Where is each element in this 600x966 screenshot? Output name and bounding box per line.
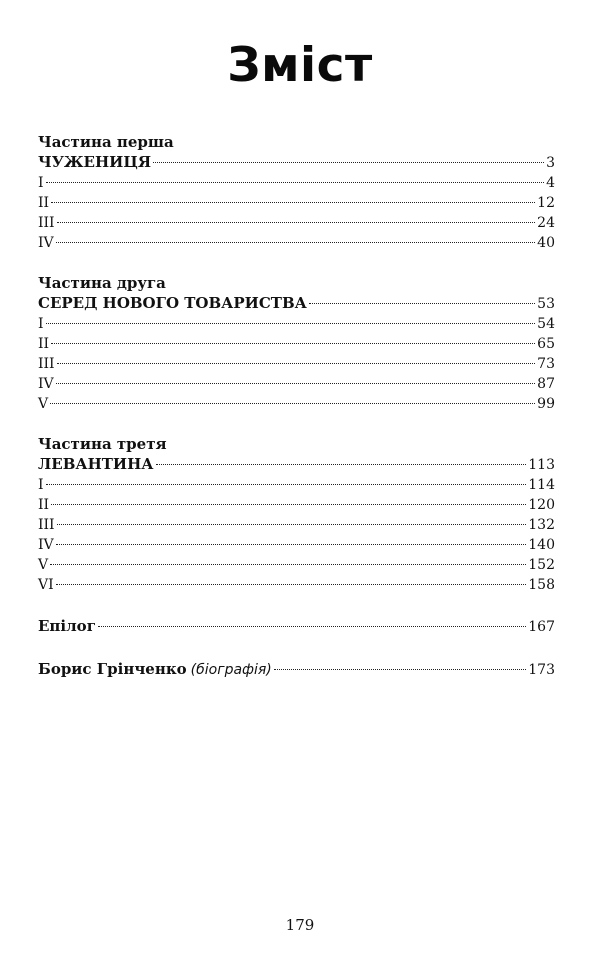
page-number: 179 — [285, 916, 315, 934]
dot-leader — [56, 584, 527, 585]
toc-entry-chapter[interactable] — [38, 475, 555, 495]
entry-label: II — [38, 336, 50, 352]
entry-page: 40 — [537, 235, 555, 251]
entry-label: IV — [38, 235, 54, 251]
toc-entry-biography[interactable] — [38, 659, 555, 681]
entry-page: 140 — [528, 537, 555, 553]
entry-label: Борис Грінченко — [38, 660, 187, 678]
toc-entry-chapter[interactable] — [38, 555, 555, 575]
toc-entry-part-title[interactable] — [38, 454, 555, 475]
dot-leader — [98, 626, 526, 627]
entry-page: 65 — [537, 336, 555, 352]
toc-entry-chapter[interactable] — [38, 233, 555, 253]
part-1 — [38, 133, 555, 253]
entry-subtitle: (біографія) — [190, 662, 272, 678]
part-3 — [38, 435, 555, 595]
entry-page: 114 — [528, 477, 555, 493]
entry-page: 132 — [528, 517, 555, 533]
table-of-contents — [38, 133, 555, 702]
dot-leader — [56, 383, 536, 384]
entry-page: 12 — [537, 195, 555, 211]
toc-entry-chapter[interactable] — [38, 495, 555, 515]
entry-label: Епілог — [38, 617, 96, 635]
entry-label: II — [38, 195, 50, 211]
entry-label: I — [38, 175, 44, 191]
part-heading: Частина перша — [38, 133, 174, 151]
entry-label: VI — [38, 577, 54, 593]
entry-label: V — [38, 557, 49, 573]
entry-label: ЛЕВАНТИНА — [38, 455, 154, 473]
toc-entry-chapter[interactable] — [38, 334, 555, 354]
dot-leader — [46, 323, 536, 324]
dot-leader — [57, 222, 536, 223]
toc-entry-part-title[interactable] — [38, 293, 555, 314]
part-heading: Частина третя — [38, 435, 167, 453]
toc-entry-chapter[interactable] — [38, 354, 555, 374]
toc-entry-chapter[interactable] — [38, 374, 555, 394]
dot-leader — [50, 403, 535, 404]
entry-label: ЧУЖЕНИЦЯ — [38, 153, 152, 171]
toc-entry-chapter[interactable] — [38, 575, 555, 595]
entry-page: 53 — [537, 296, 555, 312]
entry-page: 113 — [528, 457, 555, 473]
biography-section — [38, 659, 555, 681]
entry-page: 99 — [537, 396, 555, 412]
toc-entry-chapter[interactable] — [38, 213, 555, 233]
entry-page: 73 — [537, 356, 555, 372]
entry-page: 54 — [537, 316, 555, 332]
dot-leader — [51, 343, 535, 344]
entry-label: III — [38, 517, 55, 533]
dot-leader — [56, 544, 527, 545]
dot-leader — [51, 504, 526, 505]
entry-label: IV — [38, 537, 54, 553]
entry-page: 173 — [528, 662, 555, 678]
entry-page: 152 — [528, 557, 555, 573]
entry-page: 120 — [528, 497, 555, 513]
dot-leader — [153, 162, 544, 163]
entry-label: III — [38, 215, 55, 231]
dot-leader — [57, 363, 536, 364]
toc-entry-chapter[interactable] — [38, 394, 555, 414]
entry-label: СЕРЕД НОВОГО ТОВАРИСТВА — [38, 294, 307, 312]
dot-leader — [309, 303, 535, 304]
toc-entry-chapter[interactable] — [38, 193, 555, 213]
entry-label: II — [38, 497, 50, 513]
toc-entry-epilogue[interactable] — [38, 616, 555, 638]
toc-entry-chapter[interactable] — [38, 173, 555, 193]
entry-page: 87 — [537, 376, 555, 392]
entry-label: I — [38, 477, 44, 493]
entry-page: 167 — [528, 619, 555, 635]
part-heading: Частина друга — [38, 274, 166, 292]
dot-leader — [50, 564, 526, 565]
toc-entry-part-title[interactable] — [38, 152, 555, 173]
dot-leader — [46, 484, 527, 485]
toc-entry-chapter[interactable] — [38, 535, 555, 555]
page-title: Зміст — [227, 38, 373, 93]
epilogue-section — [38, 616, 555, 638]
entry-page: 158 — [528, 577, 555, 593]
dot-leader — [156, 464, 527, 465]
dot-leader — [56, 242, 536, 243]
entry-page: 4 — [546, 175, 555, 191]
entry-label: V — [38, 396, 49, 412]
entry-label: III — [38, 356, 55, 372]
dot-leader — [46, 182, 545, 183]
entry-label: I — [38, 316, 44, 332]
entry-label: IV — [38, 376, 54, 392]
toc-entry-chapter[interactable] — [38, 314, 555, 334]
dot-leader — [57, 524, 527, 525]
entry-page: 3 — [546, 155, 555, 171]
toc-entry-chapter[interactable] — [38, 515, 555, 535]
entry-page: 24 — [537, 215, 555, 231]
dot-leader — [51, 202, 535, 203]
part-2 — [38, 274, 555, 414]
dot-leader — [274, 669, 526, 670]
